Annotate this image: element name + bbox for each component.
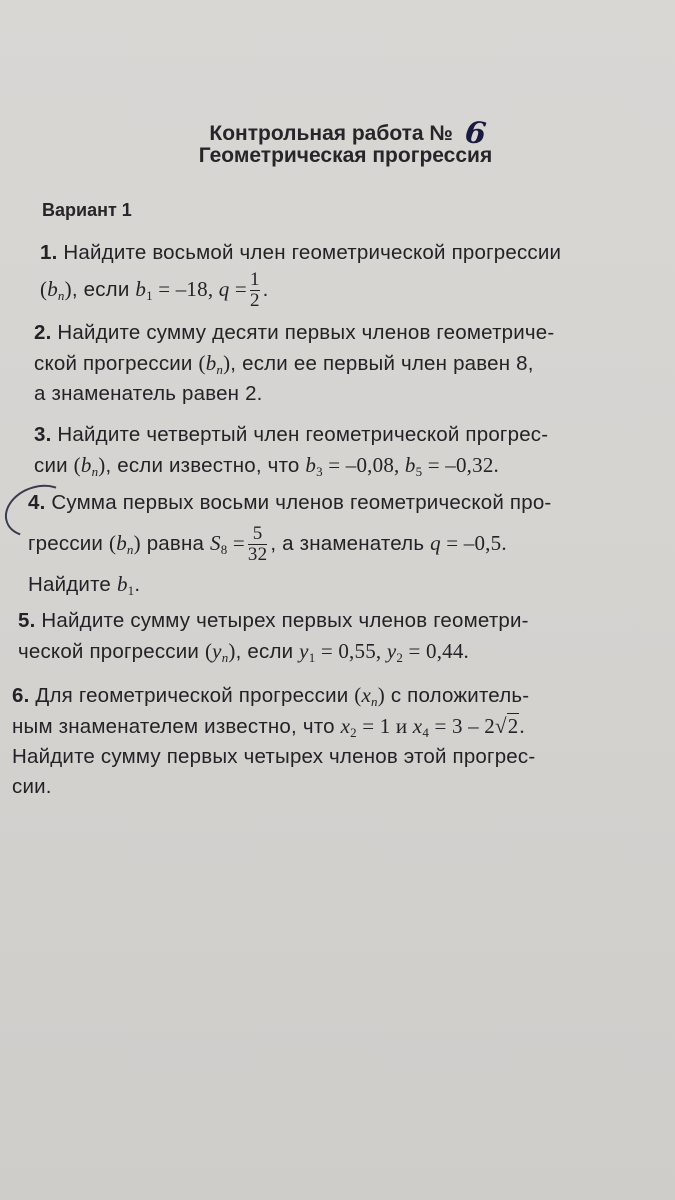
variant-heading: Вариант 1 [42, 200, 132, 220]
handwritten-work-number: 6 [462, 115, 488, 152]
task-line: 1. Найдите восьмой член геометрической прогрессии [40, 241, 562, 264]
task-line: грессии $(b_n)$ равна $S_8$ = $\frac{5}{32}$ , а знаменатель q = –0,5. [28, 523, 507, 565]
task-2 [34, 318, 664, 409]
task-line: Найдите $b_1$. [28, 572, 141, 598]
task-line: а знаменатель равен 2. [34, 382, 263, 405]
task-line: ческой прогрессии $(y_n)$, если $y_1 = 0,55$, $y_2 = 0,44$. [18, 639, 469, 665]
task-number: 3. [34, 423, 52, 446]
task-4 [28, 488, 668, 600]
task-number: 6. [12, 684, 30, 707]
fraction: $\frac{5}{32}$ [247, 523, 268, 565]
task-line: ным знаменателем известно, что $x_2 = 1$ и $x_4 = 3 - 2√2$. [12, 714, 525, 740]
task-5 [18, 606, 668, 667]
task-line: ской прогрессии $(b_n)$, если ее первый член равен 8, [34, 351, 534, 377]
task-line: 4. Сумма первых восьми членов геометрической про- [28, 491, 552, 514]
task-number: 1. [40, 241, 58, 264]
task-6 [12, 680, 672, 802]
task-line: 3. Найдите четвертый член геометрической прогрес- [34, 423, 549, 446]
task-1 [40, 238, 660, 311]
task-line: 2. Найдите сумму десяти первых членов геометриче- [34, 321, 555, 344]
task-number: 5. [18, 609, 36, 632]
task-3 [34, 420, 664, 481]
task-number: 4. [28, 491, 46, 514]
task-line: $(b_n)$, если $b_1 = -18$, q = $\frac{1}{2}$ . [40, 269, 269, 311]
page-subtitle: Геометрическая прогрессия [198, 144, 493, 167]
task-line: 6. Для геометрической прогрессии $(x_n)$ с положитель- [12, 683, 530, 709]
task-line: 5. Найдите сумму четырех первых членов геометри- [18, 609, 529, 632]
fraction: $\frac{1}{2}$ [249, 269, 260, 311]
task-line: Найдите сумму первых четырех членов этой прогрес- [12, 745, 536, 768]
title-text: Контрольная работа № [209, 122, 453, 145]
task-line: сии $(b_n)$, если известно, что $b_3 = -0,08$, $b_5 = -0,32$. [34, 453, 499, 479]
task-number: 2. [34, 321, 52, 344]
task-line: сии. [12, 775, 52, 798]
